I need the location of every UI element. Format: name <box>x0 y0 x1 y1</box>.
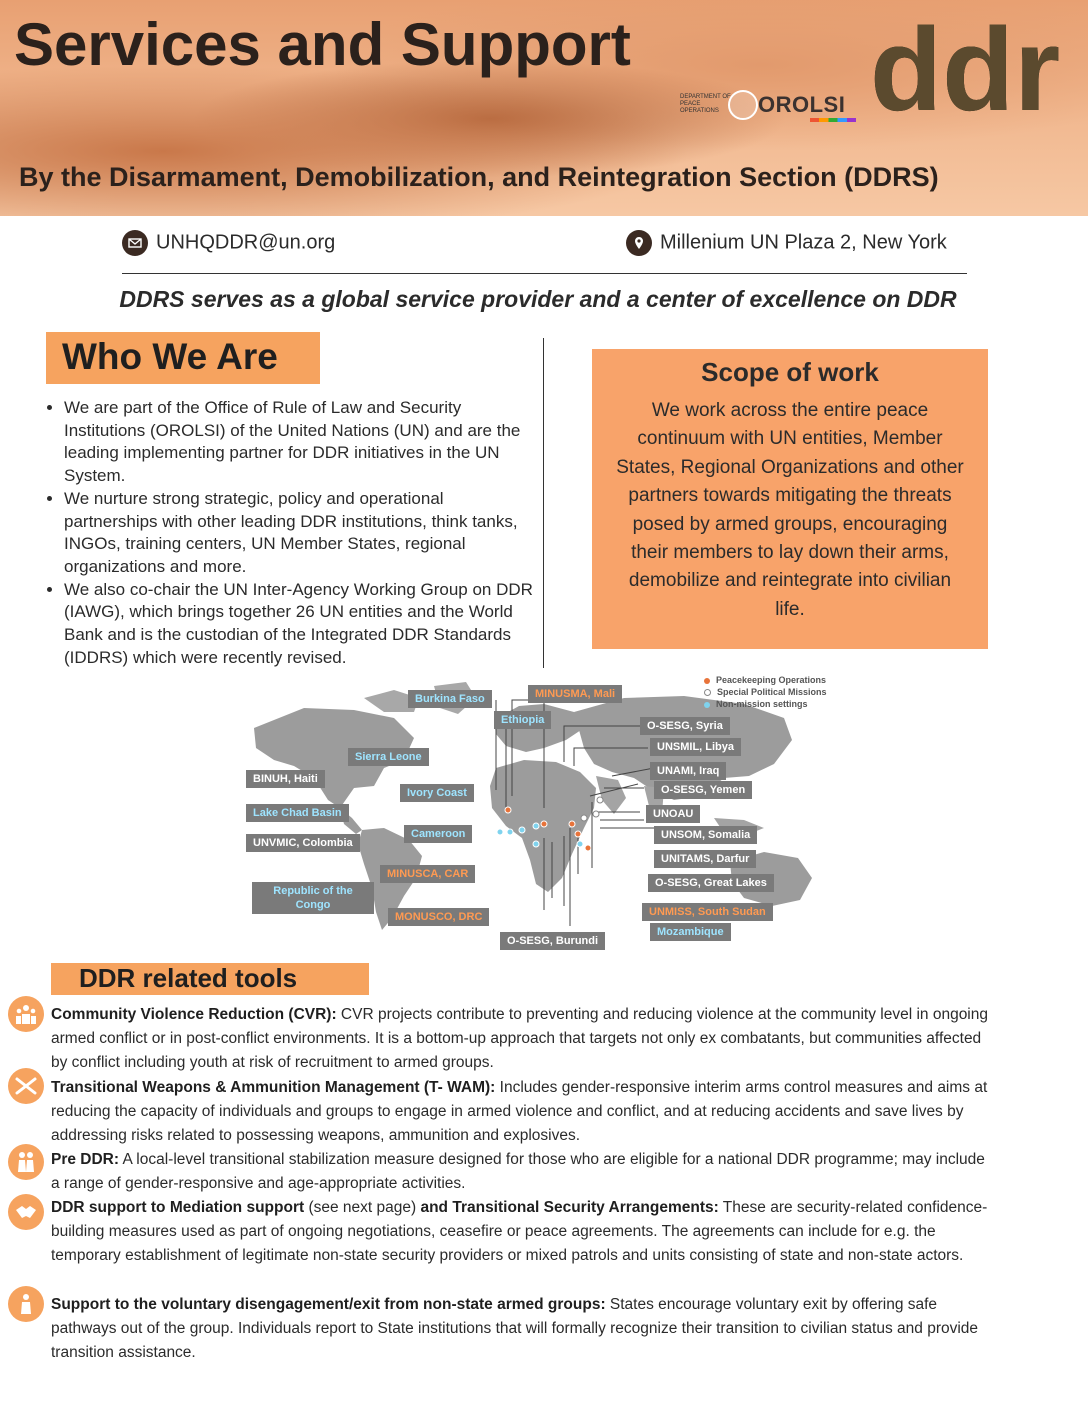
envelope-icon <box>122 230 148 256</box>
scope-of-work-box <box>592 349 988 649</box>
page-title: Services and Support <box>14 11 631 78</box>
list-item: • We are part of the Office of Rule of Law and Security Institutions (OROLSI) of the United Nations (UN) and are the leading implementing partner for DDR initiatives in the UN System. <box>64 397 539 488</box>
map-label: UNMISS, South Sudan <box>642 903 773 921</box>
map-label: O-SESG, Yemen <box>654 781 752 799</box>
divider <box>122 273 967 274</box>
orolsi-logo: DEPARTMENT OF PEACE OPERATIONS OROLSI <box>680 88 860 128</box>
tool-disengagement: Support to the voluntary disengagement/exit from non-state armed groups: States encourage voluntary exit by offering safe pathways out of the group. Individuals report to State institutions that will formally recognize their transition to civilian status and provide transition assistance. <box>51 1296 979 1362</box>
scope-heading: Scope of work <box>701 357 879 387</box>
legend-dot-icon <box>704 702 710 708</box>
legend-dot-icon <box>704 689 711 696</box>
list-item: • We also co-chair the UN Inter-Agency Working Group on DDR (IAWG), which brings together 26 UN entities and the World Bank and is the custodian of the Integrated DDR Standards (IDDRS) which were recently revised. <box>64 579 539 670</box>
community-icon <box>8 996 44 1032</box>
tool-cvr: Community Violence Reduction (CVR): CVR projects contribute to preventing and reducing violence at the community level in ongoing armed conflict or in post-conflict environments. It is a bottom-up approach that targets not only ex combatants, but communities affected by conflict including youth at risk of recruitment to armed groups. <box>51 1006 988 1072</box>
map-legend: Peacekeeping Operations Special Political Missions Non-mission settings <box>704 674 827 710</box>
map-label: Mozambique <box>650 923 731 941</box>
people-icon <box>8 1144 44 1180</box>
tool-mediation: DDR support to Mediation support (see next page) and Transitional Security Arrangements: These are security-related confidence-building measures used as part of ongoing negotiations, ceasefire or peace agreements. The agreements can include for e.g. the temporary establishment of legitimate non-state security providers or mixed patrols and units consisting of state and non-state actors. <box>51 1199 988 1265</box>
map-label: O-SESG, Burundi <box>500 932 605 950</box>
map-label: Cameroon <box>404 825 472 843</box>
who-we-are-heading-box <box>46 332 320 384</box>
map-label: BINUH, Haiti <box>246 770 325 788</box>
map-label: Republic of the Congo <box>252 882 374 914</box>
ddr-logo: ddr <box>870 4 1061 136</box>
contact-email[interactable]: UNHQDDR@un.org <box>122 230 335 256</box>
map-label: MINUSCA, CAR <box>380 865 475 883</box>
ddr-tools-heading-box <box>51 963 369 995</box>
map-label: Ivory Coast <box>400 784 474 802</box>
tool-twam: Transitional Weapons & Ammunition Management (T- WAM): Includes gender-responsive interim arms control measures and aims at reducing the capacity of individuals and groups to engage in armed violence and conflict, and at reducing accidents and save lives by addressing risks related to possessing weapons, ammunition and explosives. <box>51 1079 988 1145</box>
world-map <box>244 668 864 954</box>
map-label: Lake Chad Basin <box>246 804 349 822</box>
location-pin-icon <box>626 230 652 256</box>
map-label: Sierra Leone <box>348 748 429 766</box>
map-label: UNSMIL, Libya <box>650 738 741 756</box>
list-item: • We nurture strong strategic, policy and operational partnerships with other leading DDR institutions, think tanks, INGOs, training centers, UN Member States, regional organizations and more. <box>64 488 539 579</box>
weapons-icon <box>8 1068 44 1104</box>
legend-dot-icon <box>704 678 710 684</box>
map-label: UNOAU <box>646 805 700 823</box>
map-label: MONUSCO, DRC <box>388 908 489 926</box>
map-label: O-SESG, Great Lakes <box>648 874 774 892</box>
who-we-are-heading: Who We Are <box>62 336 278 377</box>
who-we-are-list <box>40 397 539 669</box>
tagline: DDRS serves as a global service provider and a center of excellence on DDR <box>119 286 957 312</box>
map-label: Ethiopia <box>494 711 551 729</box>
column-divider <box>543 338 544 668</box>
scope-body: We work across the entire peace continuum with UN entities, Member States, Regional Organizations and other partners towards mitigating the threats posed by armed groups, encouraging their members to lay down their arms, demobilize and reintegrate into civilian life. <box>616 400 964 620</box>
tool-pre-ddr: Pre DDR: A local-level transitional stabilization measure designed for those who are eligible for a national DDR programme; may include a range of gender-responsive and age-appropriate activities. <box>51 1151 985 1193</box>
map-label: UNITAMS, Darfur <box>654 850 756 868</box>
handshake-icon <box>8 1194 44 1230</box>
map-label: Burkina Faso <box>408 690 492 708</box>
contact-address: Millenium UN Plaza 2, New York <box>626 230 947 256</box>
map-label: UNVMIC, Colombia <box>246 834 360 852</box>
map-label: UNAMI, Iraq <box>650 762 726 780</box>
map-label: O-SESG, Syria <box>640 717 730 735</box>
map-label: MINUSMA, Mali <box>528 685 622 703</box>
un-emblem-icon <box>728 90 758 120</box>
ddr-tools-heading: DDR related tools <box>79 963 298 993</box>
map-label: UNSOM, Somalia <box>654 826 757 844</box>
header-banner <box>0 0 1088 216</box>
exit-icon <box>8 1286 44 1322</box>
page-subtitle: By the Disarmament, Demobilization, and Reintegration Section (DDRS) <box>19 162 939 192</box>
